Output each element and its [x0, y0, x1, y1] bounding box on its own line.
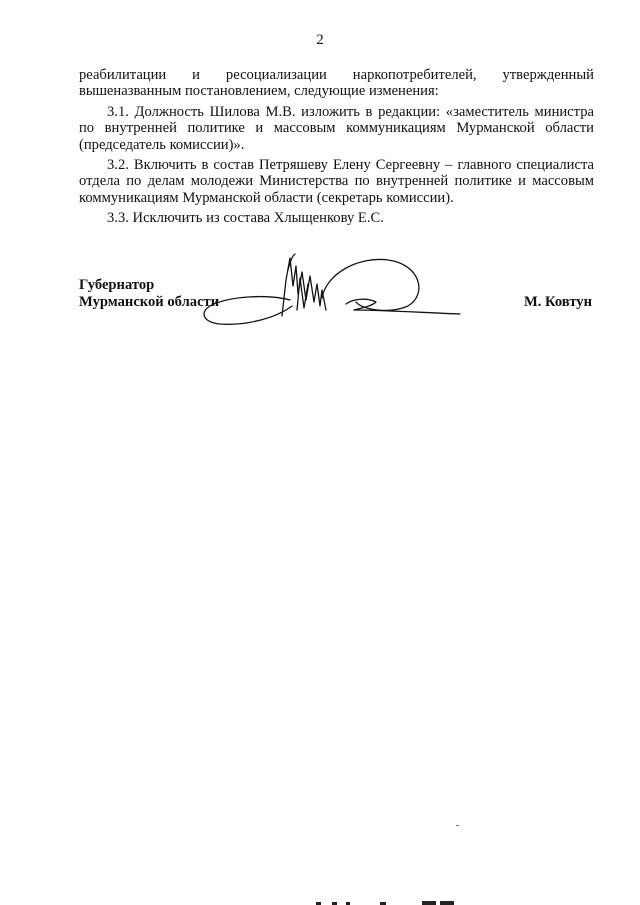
- scan-artifact-dot: [456, 825, 459, 826]
- handwritten-signature: [198, 250, 468, 330]
- signatory-title-line1: Губернатор: [79, 277, 155, 293]
- body-paragraph-3-2: 3.2. Включить в состав Петряшеву Елену Сергеевну – главного специалиста отдела по делам молодежи Министерства по внутренней политике и массовым коммуникациям Мурманской области (секретарь комиссии).: [79, 157, 594, 206]
- signatory-name: М. Ковтун: [523, 294, 592, 310]
- body-paragraph-continuation: реабилитации и ресоциализации наркопотребителей, утвержденный вышеназванным постановлением, следующие изменения:: [79, 67, 594, 100]
- body-paragraph-3-3: 3.3. Исключить из состава Хлыщенкову Е.С.: [107, 210, 384, 227]
- document-body: [79, 67, 594, 227]
- cut-off-footer-text: [310, 899, 460, 905]
- page-number: 2: [316, 32, 324, 48]
- body-paragraph-3-1: 3.1. Должность Шилова М.В. изложить в редакции: «заместитель министра по внутренней политике и массовым коммуникациям Мурманской области (председатель комиссии)».: [79, 103, 594, 153]
- signatory-title-line2: Мурманской области: [79, 294, 220, 310]
